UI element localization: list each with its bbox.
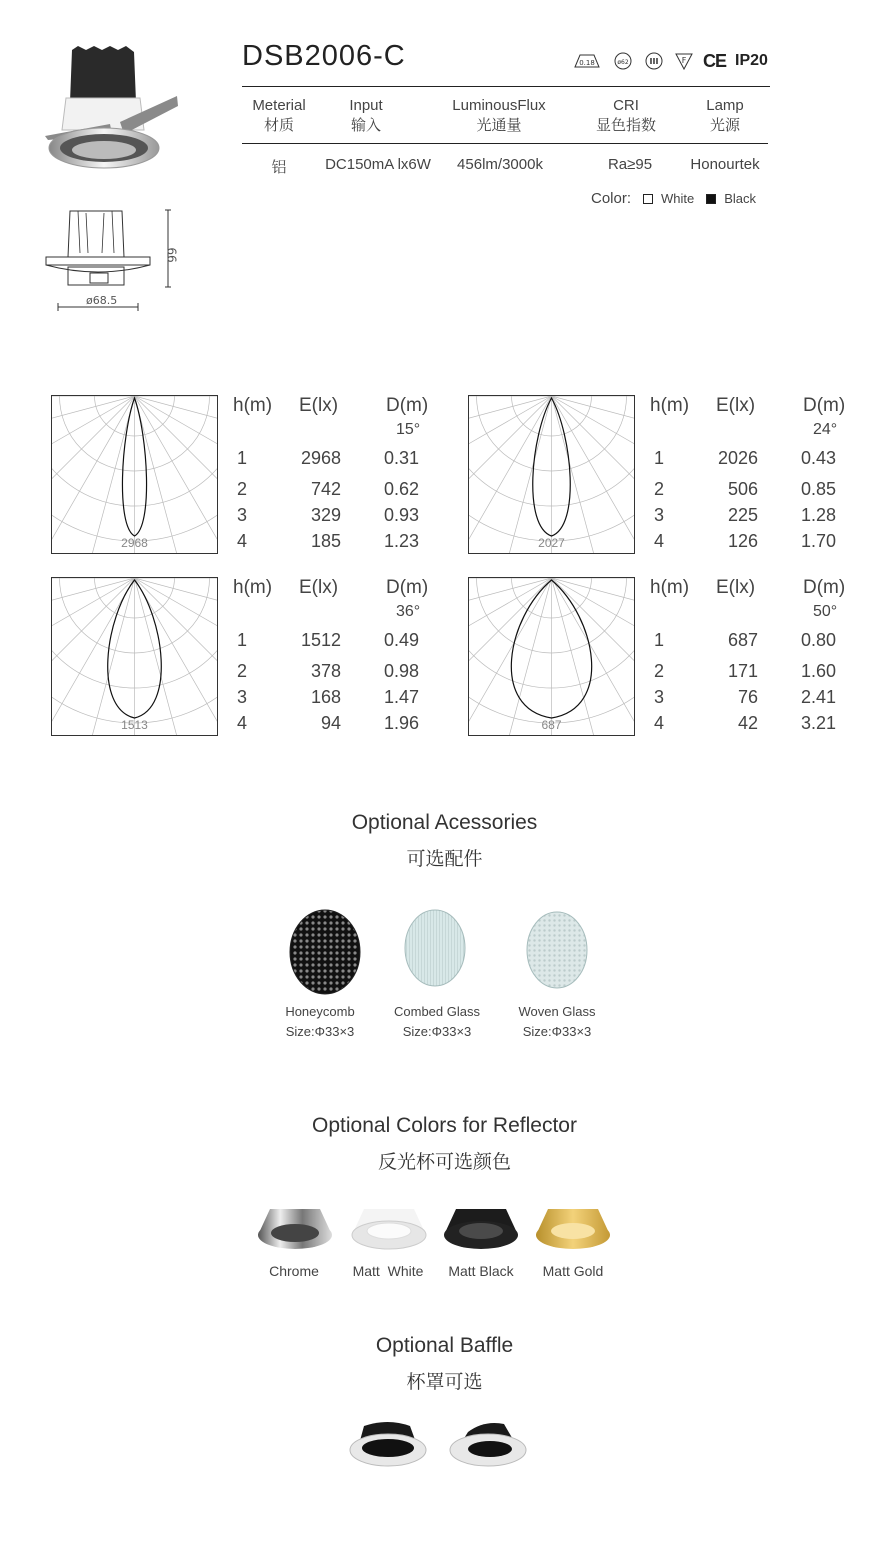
black-swatch — [706, 194, 716, 204]
spec-value-cri: Ra≥95 — [607, 156, 653, 173]
honeycomb-image — [286, 908, 364, 996]
accessory-combed-glass: Combed Glass Size:Φ33×3 — [394, 1004, 480, 1039]
row-height: 3 — [237, 505, 248, 525]
accessories-subtitle: 可选配件 — [406, 848, 483, 870]
color-black: Black — [724, 191, 757, 206]
row-illuminance: 378 — [310, 661, 341, 681]
color-options — [591, 190, 756, 207]
row-diameter: 1.23 — [383, 531, 419, 551]
row-illuminance: 171 — [727, 661, 758, 681]
spec-header-lamp: Lamp 光源 — [706, 97, 744, 134]
row-diameter: 0.98 — [383, 661, 419, 681]
header-height: h(m) — [233, 395, 273, 416]
title-rule — [242, 86, 770, 87]
row-illuminance: 94 — [320, 713, 341, 733]
reflector-matt-black: Matt Black — [448, 1263, 514, 1279]
black-reflector-image — [442, 1205, 520, 1255]
row-height: 1 — [654, 630, 665, 650]
row-height: 3 — [654, 687, 665, 707]
header-diameter: D(m) — [386, 577, 429, 598]
row-height: 2 — [654, 661, 665, 681]
spec-value-lamp: Honourtek — [690, 156, 760, 173]
row-diameter: 1.60 — [800, 661, 836, 681]
row-illuminance: 126 — [727, 531, 758, 551]
row-diameter: 0.62 — [383, 479, 419, 499]
product-model: DSB2006-C — [242, 40, 406, 72]
row-illuminance: 742 — [310, 479, 341, 499]
header-illuminance: E(lx) — [299, 395, 339, 416]
accessory-woven-glass: Woven Glass Size:Φ33×3 — [518, 1004, 596, 1039]
spec-value-flux: 456lm/3000k — [457, 156, 543, 173]
spec-value-material: 铝 — [271, 159, 287, 176]
header-height: h(m) — [650, 395, 690, 416]
row-illuminance: 185 — [310, 531, 341, 551]
header-height: h(m) — [650, 577, 690, 598]
woven-glass-image — [522, 908, 592, 992]
reflector-matt-gold: Matt Gold — [542, 1263, 604, 1279]
header-illuminance: E(lx) — [716, 395, 756, 416]
row-illuminance: 76 — [737, 687, 758, 707]
ip-rating: IP20 — [735, 52, 768, 69]
peak-intensity-label: 2968 — [121, 536, 148, 550]
header-diameter: D(m) — [386, 395, 429, 416]
row-illuminance: 506 — [727, 479, 758, 499]
white-reflector-image — [350, 1205, 428, 1255]
svg-text:F: F — [681, 56, 687, 65]
class-iii-icon — [643, 51, 665, 71]
row-height: 3 — [654, 505, 665, 525]
polar-chart-15 — [51, 395, 218, 554]
reflector-subtitle: 反光杯可选颜色 — [377, 1151, 511, 1173]
header-height: h(m) — [233, 577, 273, 598]
row-diameter: 0.31 — [383, 448, 419, 468]
color-label: Color: — [591, 190, 632, 207]
row-illuminance: 687 — [727, 630, 758, 650]
baffle-subtitle: 杯罩可选 — [406, 1371, 483, 1393]
reflector-chrome: Chrome — [269, 1263, 319, 1279]
reflector-matt-white: Matt White — [352, 1263, 424, 1279]
row-height: 4 — [237, 531, 248, 551]
ce-mark: CE — [703, 50, 727, 71]
row-height: 4 — [654, 531, 665, 551]
row-height: 4 — [237, 713, 248, 733]
spec-value-input: DC150mA lx6W — [325, 156, 431, 173]
illuminance-table-50 — [650, 577, 855, 737]
beam-angle: 50° — [813, 603, 838, 620]
combed-glass-image — [400, 906, 470, 990]
header-diameter: D(m) — [803, 395, 846, 416]
certification-badges — [571, 50, 768, 72]
peak-intensity-label: 1513 — [121, 718, 148, 732]
accessories-title: Optional Acessories — [351, 811, 538, 834]
beam-angle: 15° — [396, 421, 421, 438]
row-height: 1 — [654, 448, 665, 468]
svg-text:III: III — [649, 57, 659, 66]
header-illuminance: E(lx) — [299, 577, 339, 598]
diameter-dimension: ø68.5 — [86, 294, 118, 307]
row-illuminance: 329 — [310, 505, 341, 525]
row-illuminance: 168 — [310, 687, 341, 707]
header-illuminance: E(lx) — [716, 577, 756, 598]
row-height: 4 — [654, 713, 665, 733]
row-height: 2 — [237, 661, 248, 681]
row-diameter: 1.28 — [800, 505, 836, 525]
row-diameter: 0.43 — [800, 448, 836, 468]
spec-header-cri: CRI 显色指数 — [595, 97, 656, 134]
row-height: 1 — [237, 630, 248, 650]
row-illuminance: 2968 — [300, 448, 341, 468]
row-height: 2 — [237, 479, 248, 499]
row-diameter: 0.85 — [800, 479, 836, 499]
baffle-title: Optional Baffle — [375, 1334, 514, 1357]
row-illuminance: 225 — [727, 505, 758, 525]
spec-header-rule — [242, 143, 768, 144]
beam-angle: 24° — [813, 421, 838, 438]
baffle-image-1 — [348, 1418, 428, 1470]
spec-header-material: Meterial 材质 — [252, 97, 306, 134]
row-diameter: 3.21 — [800, 713, 836, 733]
white-swatch — [643, 194, 653, 204]
baffle-image-2 — [448, 1418, 528, 1470]
cutout-badge-icon — [612, 51, 634, 71]
accessory-honeycomb: Honeycomb Size:Φ33×3 — [285, 1004, 355, 1039]
beam-angle: 36° — [396, 603, 421, 620]
row-illuminance: 1512 — [300, 630, 341, 650]
spec-header-flux: LuminousFlux 光通量 — [452, 97, 546, 134]
svg-text:ø62: ø62 — [617, 59, 629, 66]
row-diameter: 0.93 — [383, 505, 419, 525]
f-mark-icon — [674, 51, 694, 71]
gold-reflector-image — [534, 1205, 612, 1255]
illuminance-table-36 — [233, 577, 438, 737]
row-diameter: 0.49 — [383, 630, 419, 650]
chrome-reflector-image — [256, 1205, 334, 1255]
header-diameter: D(m) — [803, 577, 846, 598]
row-diameter: 2.41 — [800, 687, 836, 707]
flux-badge-icon — [571, 51, 603, 71]
color-white: White — [661, 191, 695, 206]
polar-chart-50 — [468, 577, 635, 736]
peak-intensity-label: 2027 — [538, 536, 565, 550]
row-diameter: 1.70 — [800, 531, 836, 551]
illuminance-table-15 — [233, 395, 438, 555]
reflector-title: Optional Colors for Reflector — [312, 1114, 577, 1137]
row-diameter: 1.96 — [383, 713, 419, 733]
spec-header-input: Input 输入 — [349, 97, 383, 134]
height-dimension: 66 — [164, 247, 179, 263]
row-height: 3 — [237, 687, 248, 707]
row-illuminance: 2026 — [717, 448, 758, 468]
row-height: 2 — [654, 479, 665, 499]
row-illuminance: 42 — [737, 713, 758, 733]
polar-chart-36 — [51, 577, 218, 736]
polar-chart-24 — [468, 395, 635, 554]
svg-text:0.18: 0.18 — [579, 59, 595, 67]
illuminance-table-24 — [650, 395, 855, 555]
product-photo — [40, 42, 185, 172]
row-diameter: 1.47 — [383, 687, 419, 707]
peak-intensity-label: 687 — [541, 718, 562, 732]
row-height: 1 — [237, 448, 248, 468]
row-diameter: 0.80 — [800, 630, 836, 650]
